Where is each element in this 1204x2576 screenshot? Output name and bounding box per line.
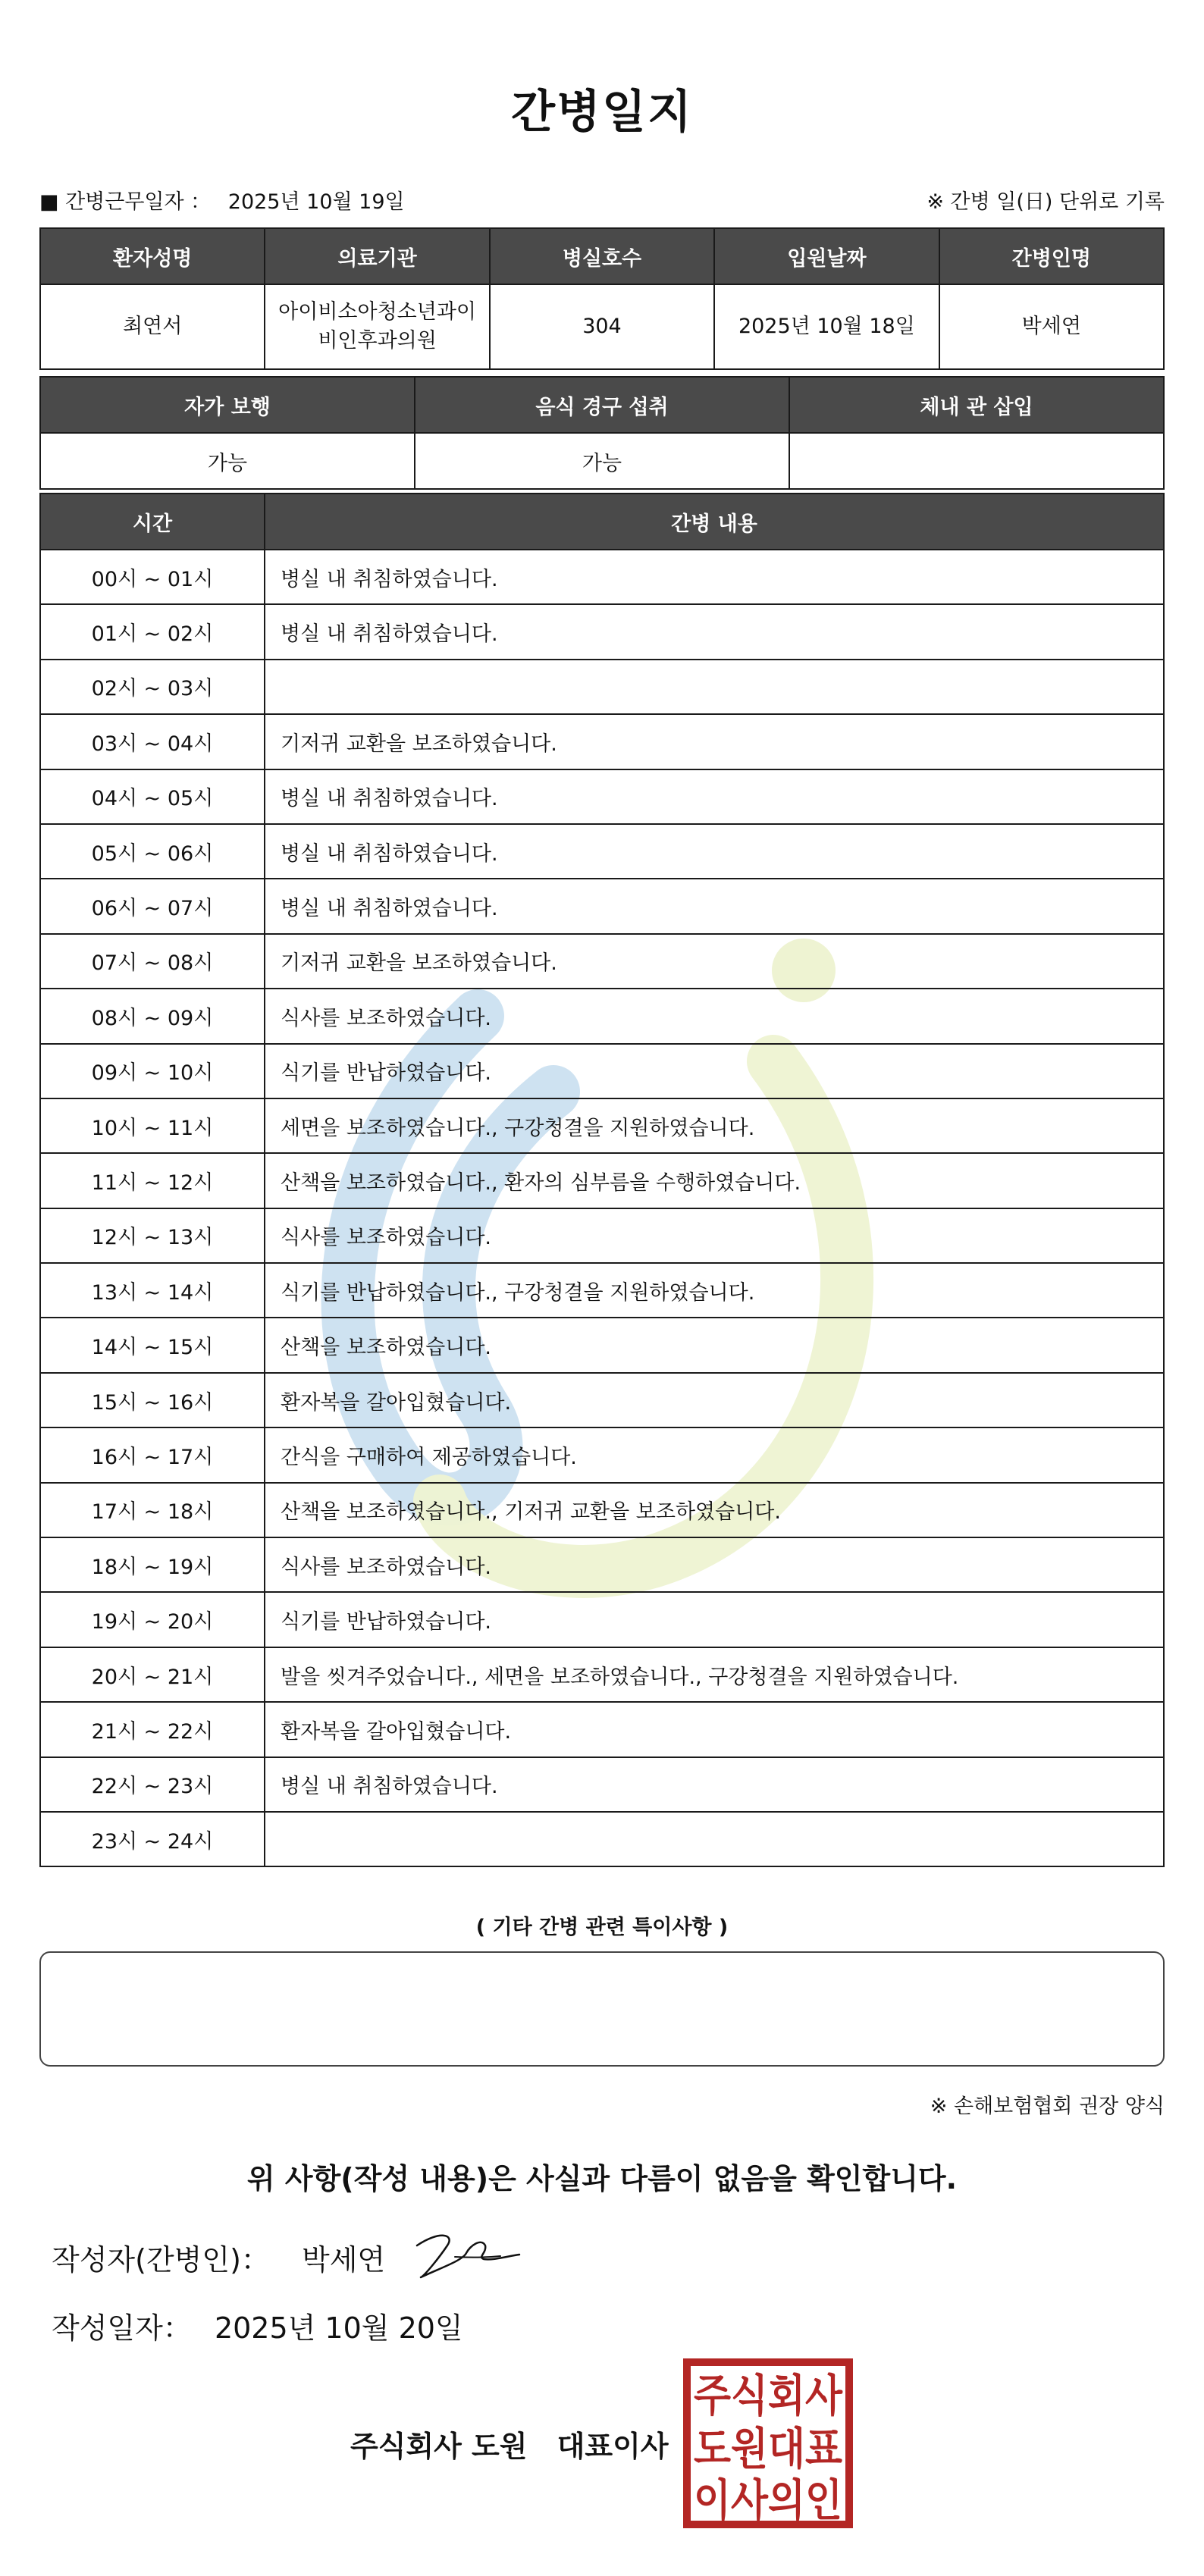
log-content: 병실 내 취침하였습니다. — [265, 879, 1164, 933]
page-title: 간병일지 — [511, 86, 693, 139]
log-time: 11시 ~ 12시 — [40, 1153, 265, 1208]
table-row — [40, 1757, 1164, 1812]
table-row — [40, 934, 1164, 989]
table-row — [40, 1647, 1164, 1702]
log-time: 15시 ~ 16시 — [40, 1373, 265, 1427]
log-content: 병실 내 취침하였습니다. — [265, 604, 1164, 659]
log-content: 산책을 보조하였습니다., 기저귀 교환을 보조하였습니다. — [265, 1483, 1164, 1537]
log-content: 병실 내 취침하였습니다. — [265, 550, 1164, 604]
log-content: 식사를 보조하였습니다. — [265, 989, 1164, 1043]
table-row — [40, 1702, 1164, 1757]
hospital-name-line2: 비인후과의원 — [318, 329, 437, 353]
log-content: 병실 내 취침하였습니다. — [265, 824, 1164, 879]
special-notes-box — [39, 1951, 1165, 2067]
care-log-table — [39, 493, 1165, 1867]
log-time: 05시 ~ 06시 — [40, 824, 265, 879]
table-row — [40, 550, 1164, 604]
work-date-label: ■ 간병근무일자 ： — [39, 190, 212, 214]
table-row — [40, 1044, 1164, 1098]
writer-name: 박세연 — [302, 2243, 386, 2277]
table-row — [40, 1373, 1164, 1427]
table-row — [40, 1098, 1164, 1153]
special-notes-title: ( 기타 간병 관련 특이사항 ) — [475, 1916, 729, 1939]
confirmation-statement: 위 사항(작성 내용)은 사실과 다름이 없음을 확인합니다. — [246, 2162, 958, 2195]
table-row — [40, 824, 1164, 879]
company-seal-stamp — [682, 2358, 854, 2529]
log-content: 식기를 반납하였습니다. — [265, 1044, 1164, 1098]
log-content: 환자복을 갈아입혔습니다. — [265, 1373, 1164, 1427]
log-time: 06시 ~ 07시 — [40, 879, 265, 933]
table-row — [40, 769, 1164, 824]
header-patient-name: 환자성명 — [40, 228, 265, 284]
handwritten-signature — [409, 2223, 523, 2283]
header-time: 시간 — [40, 494, 265, 550]
table-row — [40, 1153, 1164, 1208]
write-date-value: 2025년 10월 20일 — [214, 2311, 463, 2345]
log-time: 14시 ~ 15시 — [40, 1318, 265, 1372]
header-hospital: 의료기관 — [265, 228, 489, 284]
care-log-body — [40, 550, 1164, 1866]
header-self-walking: 자가 보행 — [40, 377, 415, 433]
log-content: 산책을 보조하였습니다. — [265, 1318, 1164, 1372]
log-time: 12시 ~ 13시 — [40, 1208, 265, 1263]
patient-info-table — [39, 227, 1165, 370]
log-content — [265, 1812, 1164, 1866]
log-time: 19시 ~ 20시 — [40, 1592, 265, 1647]
log-content: 식기를 반납하였습니다. — [265, 1592, 1164, 1647]
table-row — [40, 714, 1164, 769]
work-date-value: 2025년 10월 19일 — [227, 190, 405, 214]
log-time: 16시 ~ 17시 — [40, 1427, 265, 1482]
representative-title: 대표이사 — [557, 2430, 669, 2463]
writer-row — [52, 2236, 385, 2278]
care-log-header-row — [40, 494, 1164, 550]
log-time: 20시 ~ 21시 — [40, 1647, 265, 1702]
log-time: 17시 ~ 18시 — [40, 1483, 265, 1537]
log-time: 08시 ~ 09시 — [40, 989, 265, 1043]
log-time: 13시 ~ 14시 — [40, 1263, 265, 1318]
seal-line-3: 이사의인 — [694, 2474, 842, 2526]
record-unit-note: ※ 간병 일(日) 단위로 기록 — [927, 190, 1165, 214]
tube-insertion-value — [789, 433, 1164, 489]
table-row — [40, 660, 1164, 714]
write-date-row — [52, 2305, 463, 2346]
room-number: 304 — [490, 284, 714, 369]
oral-intake-value: 가능 — [415, 433, 789, 489]
log-content: 간식을 구매하여 제공하였습니다. — [265, 1427, 1164, 1482]
header-room: 병실호수 — [490, 228, 714, 284]
hospital-name-line1: 아이비소아청소년과이 — [278, 300, 476, 324]
log-content — [265, 660, 1164, 714]
table-row — [40, 1318, 1164, 1372]
status-header-row — [40, 377, 1164, 433]
log-time: 03시 ~ 04시 — [40, 714, 265, 769]
table-row — [40, 1483, 1164, 1537]
patient-info-header-row — [40, 228, 1164, 284]
table-row — [40, 1592, 1164, 1647]
log-time: 22시 ~ 23시 — [40, 1757, 265, 1812]
table-row — [40, 989, 1164, 1043]
log-time: 07시 ~ 08시 — [40, 934, 265, 989]
patient-status-table — [39, 376, 1165, 490]
table-row — [40, 604, 1164, 659]
table-row — [40, 1537, 1164, 1592]
admission-date: 2025년 10월 18일 — [714, 284, 939, 369]
company-signature-line — [350, 2423, 669, 2465]
table-row — [40, 1263, 1164, 1318]
log-content: 병실 내 취침하였습니다. — [265, 1757, 1164, 1812]
log-time: 04시 ~ 05시 — [40, 769, 265, 824]
log-time: 21시 ~ 22시 — [40, 1702, 265, 1757]
hospital-name — [265, 284, 489, 369]
table-row — [40, 1427, 1164, 1482]
status-value-row — [40, 433, 1164, 489]
self-walking-value: 가능 — [40, 433, 415, 489]
log-content: 병실 내 취침하였습니다. — [265, 769, 1164, 824]
association-note: ※ 손해보험협회 권장 양식 — [930, 2095, 1165, 2118]
writer-label: 작성자(간병인)： — [52, 2243, 270, 2277]
log-time: 10시 ~ 11시 — [40, 1098, 265, 1153]
log-time: 23시 ~ 24시 — [40, 1812, 265, 1866]
log-time: 18시 ~ 19시 — [40, 1537, 265, 1592]
log-content: 식사를 보조하였습니다. — [265, 1537, 1164, 1592]
table-row — [40, 1208, 1164, 1263]
log-content: 세면을 보조하였습니다., 구강청결을 지원하였습니다. — [265, 1098, 1164, 1153]
log-content: 발을 씻겨주었습니다., 세면을 보조하였습니다., 구강청결을 지원하였습니다. — [265, 1647, 1164, 1702]
header-oral-intake: 음식 경구 섭취 — [415, 377, 789, 433]
log-content: 식기를 반납하였습니다., 구강청결을 지원하였습니다. — [265, 1263, 1164, 1318]
seal-line-2: 도원대표 — [694, 2423, 842, 2474]
table-row — [40, 1812, 1164, 1866]
write-date-label: 작성일자： — [52, 2311, 192, 2345]
header-care-content: 간병 내용 — [265, 494, 1164, 550]
header-admission-date: 입원날짜 — [714, 228, 939, 284]
log-content: 식사를 보조하였습니다. — [265, 1208, 1164, 1263]
log-time: 09시 ~ 10시 — [40, 1044, 265, 1098]
log-content: 산책을 보조하였습니다., 환자의 심부름을 수행하였습니다. — [265, 1153, 1164, 1208]
caregiver-name: 박세연 — [939, 284, 1164, 369]
work-date — [39, 185, 405, 215]
log-time: 01시 ~ 02시 — [40, 604, 265, 659]
seal-line-1: 주식회사 — [694, 2370, 843, 2421]
table-row — [40, 879, 1164, 933]
patient-info-value-row — [40, 284, 1164, 369]
log-time: 00시 ~ 01시 — [40, 550, 265, 604]
log-time: 02시 ~ 03시 — [40, 660, 265, 714]
log-content: 환자복을 갈아입혔습니다. — [265, 1702, 1164, 1757]
log-content: 기저귀 교환을 보조하였습니다. — [265, 714, 1164, 769]
log-content: 기저귀 교환을 보조하였습니다. — [265, 934, 1164, 989]
header-tube-insertion: 체내 관 삽입 — [789, 377, 1164, 433]
header-caregiver: 간병인명 — [939, 228, 1164, 284]
patient-name: 최연서 — [40, 284, 265, 369]
company-name: 주식회사 도원 — [350, 2430, 528, 2463]
